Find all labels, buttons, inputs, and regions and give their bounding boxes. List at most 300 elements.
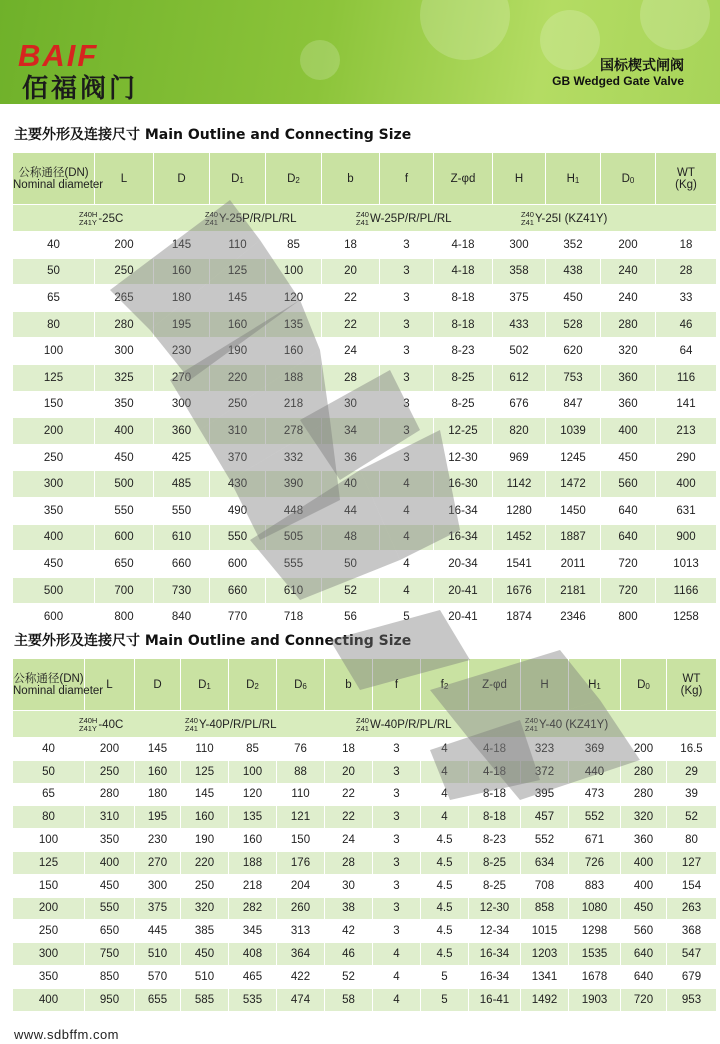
table-cell: 3 xyxy=(373,806,421,829)
table-cell: 8-18 xyxy=(469,806,521,829)
table-row xyxy=(13,783,717,806)
table-cell: 64 xyxy=(656,338,717,365)
table-cell: 720 xyxy=(601,577,656,604)
table-cell: 610 xyxy=(154,524,210,551)
table-cell: 332 xyxy=(266,444,322,471)
model-row xyxy=(13,711,717,738)
table-cell: 85 xyxy=(266,232,322,259)
table-cell: 4 xyxy=(380,551,434,578)
table-cell: 313 xyxy=(277,920,325,943)
table-cell: 3 xyxy=(380,338,434,365)
table-cell: 640 xyxy=(621,943,667,966)
table-cell: 8-23 xyxy=(469,829,521,852)
column-header: D0 xyxy=(621,659,667,711)
table-cell: 300 xyxy=(95,338,154,365)
table-cell: 24 xyxy=(322,338,380,365)
table-cell: 116 xyxy=(656,364,717,391)
table-cell: 2181 xyxy=(546,577,601,604)
table-row xyxy=(13,364,717,391)
table-cell: 547 xyxy=(667,943,717,966)
table-cell: 4.5 xyxy=(421,897,469,920)
table-cell: 528 xyxy=(546,311,601,338)
table-cell: 200 xyxy=(601,232,656,259)
table-cell: 4 xyxy=(421,760,469,783)
table-cell: 135 xyxy=(266,311,322,338)
header-dn-cn: 公称通径(DN) xyxy=(18,166,89,179)
table-cell: 200 xyxy=(85,738,135,761)
table-cell: 154 xyxy=(667,874,717,897)
table-cell: 8-25 xyxy=(434,364,493,391)
website-link[interactable]: www.sdbffm.com xyxy=(14,1027,120,1042)
table-cell: 230 xyxy=(135,829,181,852)
table-cell: 4 xyxy=(380,497,434,524)
table-cell: 450 xyxy=(601,444,656,471)
column-header: D1 xyxy=(181,659,229,711)
table-cell: 250 xyxy=(181,874,229,897)
table-row xyxy=(13,920,717,943)
bubble-decoration xyxy=(420,0,510,60)
table-row xyxy=(13,988,717,1011)
table-cell: 100 xyxy=(229,760,277,783)
table-cell: 2346 xyxy=(546,604,601,631)
table-cell: 3 xyxy=(380,285,434,312)
column-header: WT (Kg) xyxy=(667,659,717,711)
table-cell: 950 xyxy=(85,988,135,1011)
table-cell: 1015 xyxy=(521,920,569,943)
table-cell: 52 xyxy=(322,577,380,604)
table-cell: 160 xyxy=(154,258,210,285)
table-cell: 610 xyxy=(266,577,322,604)
table-cell: 8-25 xyxy=(469,874,521,897)
header-banner xyxy=(0,0,720,104)
table-cell: 145 xyxy=(210,285,266,312)
table-cell: 20-41 xyxy=(434,604,493,631)
table-cell: 33 xyxy=(656,285,717,312)
table-cell: 375 xyxy=(135,897,181,920)
table-cell: 473 xyxy=(569,783,621,806)
dimension-table-1 xyxy=(12,152,717,631)
table-cell: 1903 xyxy=(569,988,621,1011)
table-cell: 847 xyxy=(546,391,601,418)
header-nominal-diameter xyxy=(13,153,104,205)
table-cell: 300 xyxy=(493,232,546,259)
table-cell: 400 xyxy=(601,418,656,445)
table-cell: 1298 xyxy=(569,920,621,943)
table-cell: 700 xyxy=(95,577,154,604)
table-cell: 3 xyxy=(373,897,421,920)
table-cell: 4 xyxy=(421,806,469,829)
table-cell: 46 xyxy=(325,943,373,966)
table-cell: 552 xyxy=(521,829,569,852)
table-cell: 160 xyxy=(229,829,277,852)
table-cell: 631 xyxy=(656,497,717,524)
table-cell: 560 xyxy=(601,471,656,498)
column-header: f xyxy=(373,659,421,711)
table-cell: 300 xyxy=(13,471,95,498)
table-cell: 3 xyxy=(373,738,421,761)
table-cell: 4 xyxy=(373,943,421,966)
table-cell: 4 xyxy=(373,965,421,988)
table-cell: 535 xyxy=(229,988,277,1011)
table-cell: 350 xyxy=(95,391,154,418)
table-cell: 550 xyxy=(95,497,154,524)
table-cell: 213 xyxy=(656,418,717,445)
table-cell: 640 xyxy=(601,524,656,551)
table-cell: 16.5 xyxy=(667,738,717,761)
table-cell: 100 xyxy=(266,258,322,285)
table-cell: 145 xyxy=(135,738,181,761)
table-cell: 4.5 xyxy=(421,920,469,943)
table-cell: 30 xyxy=(322,391,380,418)
table-cell: 3 xyxy=(380,364,434,391)
table-cell: 4-18 xyxy=(469,760,521,783)
table-cell: 1166 xyxy=(656,577,717,604)
table-cell: 22 xyxy=(322,311,380,338)
table-cell: 48 xyxy=(322,524,380,551)
table-cell: 200 xyxy=(13,897,85,920)
table-cell: 360 xyxy=(601,364,656,391)
table-cell: 145 xyxy=(154,232,210,259)
table-cell: 12-30 xyxy=(469,897,521,920)
table-cell: 490 xyxy=(210,497,266,524)
table-cell: 450 xyxy=(85,874,135,897)
table-header-row xyxy=(13,153,717,205)
table-cell: 20 xyxy=(325,760,373,783)
table-cell: 8-23 xyxy=(434,338,493,365)
table-cell: 550 xyxy=(210,524,266,551)
table-cell: 400 xyxy=(621,874,667,897)
table-cell: 135 xyxy=(229,806,277,829)
column-header: f xyxy=(380,153,434,205)
table-cell: 16-34 xyxy=(434,497,493,524)
table-cell: 385 xyxy=(181,920,229,943)
table-row xyxy=(13,943,717,966)
table-cell: 953 xyxy=(667,988,717,1011)
table-cell: 145 xyxy=(181,783,229,806)
table-cell: 188 xyxy=(229,851,277,874)
table-cell: 320 xyxy=(181,897,229,920)
table-cell: 200 xyxy=(621,738,667,761)
table-cell: 671 xyxy=(569,829,621,852)
table-row xyxy=(13,258,717,285)
table-cell: 4-18 xyxy=(434,232,493,259)
table-cell: 400 xyxy=(656,471,717,498)
table-cell: 16-30 xyxy=(434,471,493,498)
table-cell: 3 xyxy=(380,444,434,471)
table-cell: 58 xyxy=(325,988,373,1011)
table-cell: 400 xyxy=(13,524,95,551)
table-cell: 20 xyxy=(322,258,380,285)
table-cell: 660 xyxy=(154,551,210,578)
table-cell: 1450 xyxy=(546,497,601,524)
product-name-cn: 国标楔式闸阀 xyxy=(600,58,684,74)
table-cell: 80 xyxy=(667,829,717,852)
table-cell: 200 xyxy=(95,232,154,259)
table-cell: 195 xyxy=(135,806,181,829)
table-cell: 820 xyxy=(493,418,546,445)
table-cell: 1541 xyxy=(493,551,546,578)
table-cell: 5 xyxy=(421,988,469,1011)
table-cell: 650 xyxy=(85,920,135,943)
table-cell: 22 xyxy=(325,806,373,829)
table-cell: 585 xyxy=(181,988,229,1011)
table-cell: 46 xyxy=(656,311,717,338)
table-cell: 52 xyxy=(667,806,717,829)
table-cell: 718 xyxy=(266,604,322,631)
column-header: Z-φd xyxy=(434,153,493,205)
table-cell: 280 xyxy=(601,311,656,338)
header-nominal-diameter xyxy=(13,659,104,711)
column-header: L xyxy=(95,153,154,205)
model-row xyxy=(13,205,717,232)
column-header: D xyxy=(154,153,210,205)
table-cell: 260 xyxy=(277,897,325,920)
table-row xyxy=(13,285,717,312)
table-cell: 375 xyxy=(493,285,546,312)
table-cell: 1039 xyxy=(546,418,601,445)
table-cell: 350 xyxy=(85,829,135,852)
table-cell: 5 xyxy=(380,604,434,631)
table-cell: 300 xyxy=(13,943,85,966)
table-cell: 400 xyxy=(85,851,135,874)
table-cell: 125 xyxy=(181,760,229,783)
table-cell: 28 xyxy=(322,364,380,391)
table-cell: 676 xyxy=(493,391,546,418)
table-cell: 240 xyxy=(601,285,656,312)
table-cell: 230 xyxy=(154,338,210,365)
table-cell: 218 xyxy=(229,874,277,897)
table-cell: 390 xyxy=(266,471,322,498)
table-cell: 369 xyxy=(569,738,621,761)
section-title-2: 主要外形及连接尺寸 Main Outline and Connecting Size xyxy=(14,633,412,649)
table-cell: 12-34 xyxy=(469,920,521,943)
model-designation: Z40H Z41Y-25C xyxy=(79,210,124,227)
table-cell: 180 xyxy=(135,783,181,806)
table-cell: 552 xyxy=(569,806,621,829)
table-cell: 900 xyxy=(656,524,717,551)
column-header: D xyxy=(135,659,181,711)
table-cell: 1535 xyxy=(569,943,621,966)
table-row xyxy=(13,577,717,604)
table-cell: 800 xyxy=(601,604,656,631)
table-cell: 450 xyxy=(13,551,95,578)
column-header: H1 xyxy=(546,153,601,205)
table-cell: 325 xyxy=(95,364,154,391)
table-cell: 127 xyxy=(667,851,717,874)
table-cell: 85 xyxy=(229,738,277,761)
brand-logo: BAIF xyxy=(18,38,99,73)
table-cell: 1452 xyxy=(493,524,546,551)
table-cell: 430 xyxy=(210,471,266,498)
table-cell: 125 xyxy=(13,364,95,391)
table-cell: 8-18 xyxy=(469,783,521,806)
table-cell: 110 xyxy=(210,232,266,259)
table-cell: 4-18 xyxy=(434,258,493,285)
table-cell: 28 xyxy=(656,258,717,285)
table-cell: 720 xyxy=(601,551,656,578)
table-cell: 433 xyxy=(493,311,546,338)
column-header: D6 xyxy=(277,659,325,711)
table-cell: 395 xyxy=(521,783,569,806)
model-designation: Z40 Z41Y-25P/R/PL/RL xyxy=(205,210,297,227)
table-cell: 40 xyxy=(13,738,85,761)
table-cell: 1874 xyxy=(493,604,546,631)
table-cell: 190 xyxy=(210,338,266,365)
table-cell: 176 xyxy=(277,851,325,874)
table-cell: 364 xyxy=(277,943,325,966)
table-cell: 360 xyxy=(601,391,656,418)
table-cell: 1080 xyxy=(569,897,621,920)
table-row xyxy=(13,418,717,445)
table-cell: 4 xyxy=(373,988,421,1011)
table-cell: 188 xyxy=(266,364,322,391)
table-cell: 56 xyxy=(322,604,380,631)
table-cell: 50 xyxy=(322,551,380,578)
column-header: Z-φd xyxy=(469,659,521,711)
brand-name-cn: 佰福阀门 xyxy=(22,74,139,104)
section-title-1: 主要外形及连接尺寸 Main Outline and Connecting Size xyxy=(14,127,412,143)
table-cell: 323 xyxy=(521,738,569,761)
table-cell: 28 xyxy=(325,851,373,874)
table-cell: 160 xyxy=(266,338,322,365)
table-cell: 3 xyxy=(380,418,434,445)
table-cell: 505 xyxy=(266,524,322,551)
table-row xyxy=(13,551,717,578)
table-cell: 450 xyxy=(546,285,601,312)
product-name-en: GB Wedged Gate Valve xyxy=(552,74,684,88)
table-cell: 12-25 xyxy=(434,418,493,445)
table-row xyxy=(13,851,717,874)
table-row xyxy=(13,806,717,829)
column-header: H1 xyxy=(569,659,621,711)
model-designation: Z40 Z41Y-40P/R/PL/RL xyxy=(185,716,277,733)
table-cell: 220 xyxy=(210,364,266,391)
table-cell: 150 xyxy=(277,829,325,852)
table-cell: 100 xyxy=(13,829,85,852)
table-cell: 125 xyxy=(210,258,266,285)
table-cell: 3 xyxy=(380,391,434,418)
column-header: WT (Kg) xyxy=(656,153,717,205)
table-cell: 16-41 xyxy=(469,988,521,1011)
table-cell: 40 xyxy=(13,232,95,259)
dimension-table-2 xyxy=(12,658,717,1012)
table-cell: 4 xyxy=(421,738,469,761)
table-cell: 3 xyxy=(373,851,421,874)
table-cell: 280 xyxy=(85,783,135,806)
table-cell: 352 xyxy=(546,232,601,259)
table-cell: 290 xyxy=(656,444,717,471)
table-cell: 360 xyxy=(154,418,210,445)
table-cell: 465 xyxy=(229,965,277,988)
table-cell: 310 xyxy=(210,418,266,445)
table-cell: 30 xyxy=(325,874,373,897)
table-cell: 50 xyxy=(13,258,95,285)
table-cell: 422 xyxy=(277,965,325,988)
table-cell: 883 xyxy=(569,874,621,897)
table-cell: 50 xyxy=(13,760,85,783)
table-cell: 40 xyxy=(322,471,380,498)
table-cell: 500 xyxy=(95,471,154,498)
table-cell: 39 xyxy=(667,783,717,806)
table-cell: 42 xyxy=(325,920,373,943)
table-cell: 620 xyxy=(546,338,601,365)
column-header: H xyxy=(493,153,546,205)
table-row xyxy=(13,497,717,524)
table-cell: 180 xyxy=(154,285,210,312)
table-row xyxy=(13,338,717,365)
table-cell: 550 xyxy=(85,897,135,920)
table-cell: 100 xyxy=(13,338,95,365)
table-cell: 634 xyxy=(521,851,569,874)
table-cell: 4.5 xyxy=(421,829,469,852)
table-cell: 1258 xyxy=(656,604,717,631)
table-cell: 510 xyxy=(181,965,229,988)
table-cell: 160 xyxy=(210,311,266,338)
model-designation: Z40 Z41W-40P/R/PL/RL xyxy=(356,716,452,733)
table-cell: 445 xyxy=(135,920,181,943)
table-cell: 3 xyxy=(380,258,434,285)
table-cell: 750 xyxy=(85,943,135,966)
table-cell: 502 xyxy=(493,338,546,365)
table-cell: 150 xyxy=(13,391,95,418)
table-cell: 263 xyxy=(667,897,717,920)
table-cell: 18 xyxy=(325,738,373,761)
table-cell: 3 xyxy=(373,783,421,806)
table-cell: 160 xyxy=(135,760,181,783)
table-cell: 358 xyxy=(493,258,546,285)
table-cell: 3 xyxy=(373,760,421,783)
table-cell: 125 xyxy=(13,851,85,874)
table-cell: 4.5 xyxy=(421,874,469,897)
table-cell: 18 xyxy=(656,232,717,259)
table-row xyxy=(13,965,717,988)
table-cell: 1203 xyxy=(521,943,569,966)
bubble-decoration xyxy=(300,40,340,80)
table-cell: 22 xyxy=(322,285,380,312)
table-cell: 8-18 xyxy=(434,285,493,312)
table-cell: 76 xyxy=(277,738,325,761)
table-row xyxy=(13,760,717,783)
table-cell: 448 xyxy=(266,497,322,524)
table-cell: 65 xyxy=(13,285,95,312)
table-cell: 400 xyxy=(13,988,85,1011)
column-header: b xyxy=(325,659,373,711)
table-cell: 65 xyxy=(13,783,85,806)
table-cell: 360 xyxy=(621,829,667,852)
table-cell: 12-30 xyxy=(434,444,493,471)
table-cell: 110 xyxy=(181,738,229,761)
table-row xyxy=(13,444,717,471)
table-cell: 282 xyxy=(229,897,277,920)
table-cell: 88 xyxy=(277,760,325,783)
table-cell: 1678 xyxy=(569,965,621,988)
column-header: L xyxy=(85,659,135,711)
table-cell: 660 xyxy=(210,577,266,604)
table-cell: 52 xyxy=(325,965,373,988)
table-cell: 474 xyxy=(277,988,325,1011)
table-cell: 345 xyxy=(229,920,277,943)
table-header-row xyxy=(13,659,717,711)
table-cell: 20-41 xyxy=(434,577,493,604)
table-cell: 457 xyxy=(521,806,569,829)
table-cell: 3 xyxy=(380,232,434,259)
table-cell: 850 xyxy=(85,965,135,988)
table-cell: 640 xyxy=(621,965,667,988)
table-row xyxy=(13,471,717,498)
column-header: D2 xyxy=(266,153,322,205)
table-cell: 570 xyxy=(135,965,181,988)
table-cell: 240 xyxy=(601,258,656,285)
